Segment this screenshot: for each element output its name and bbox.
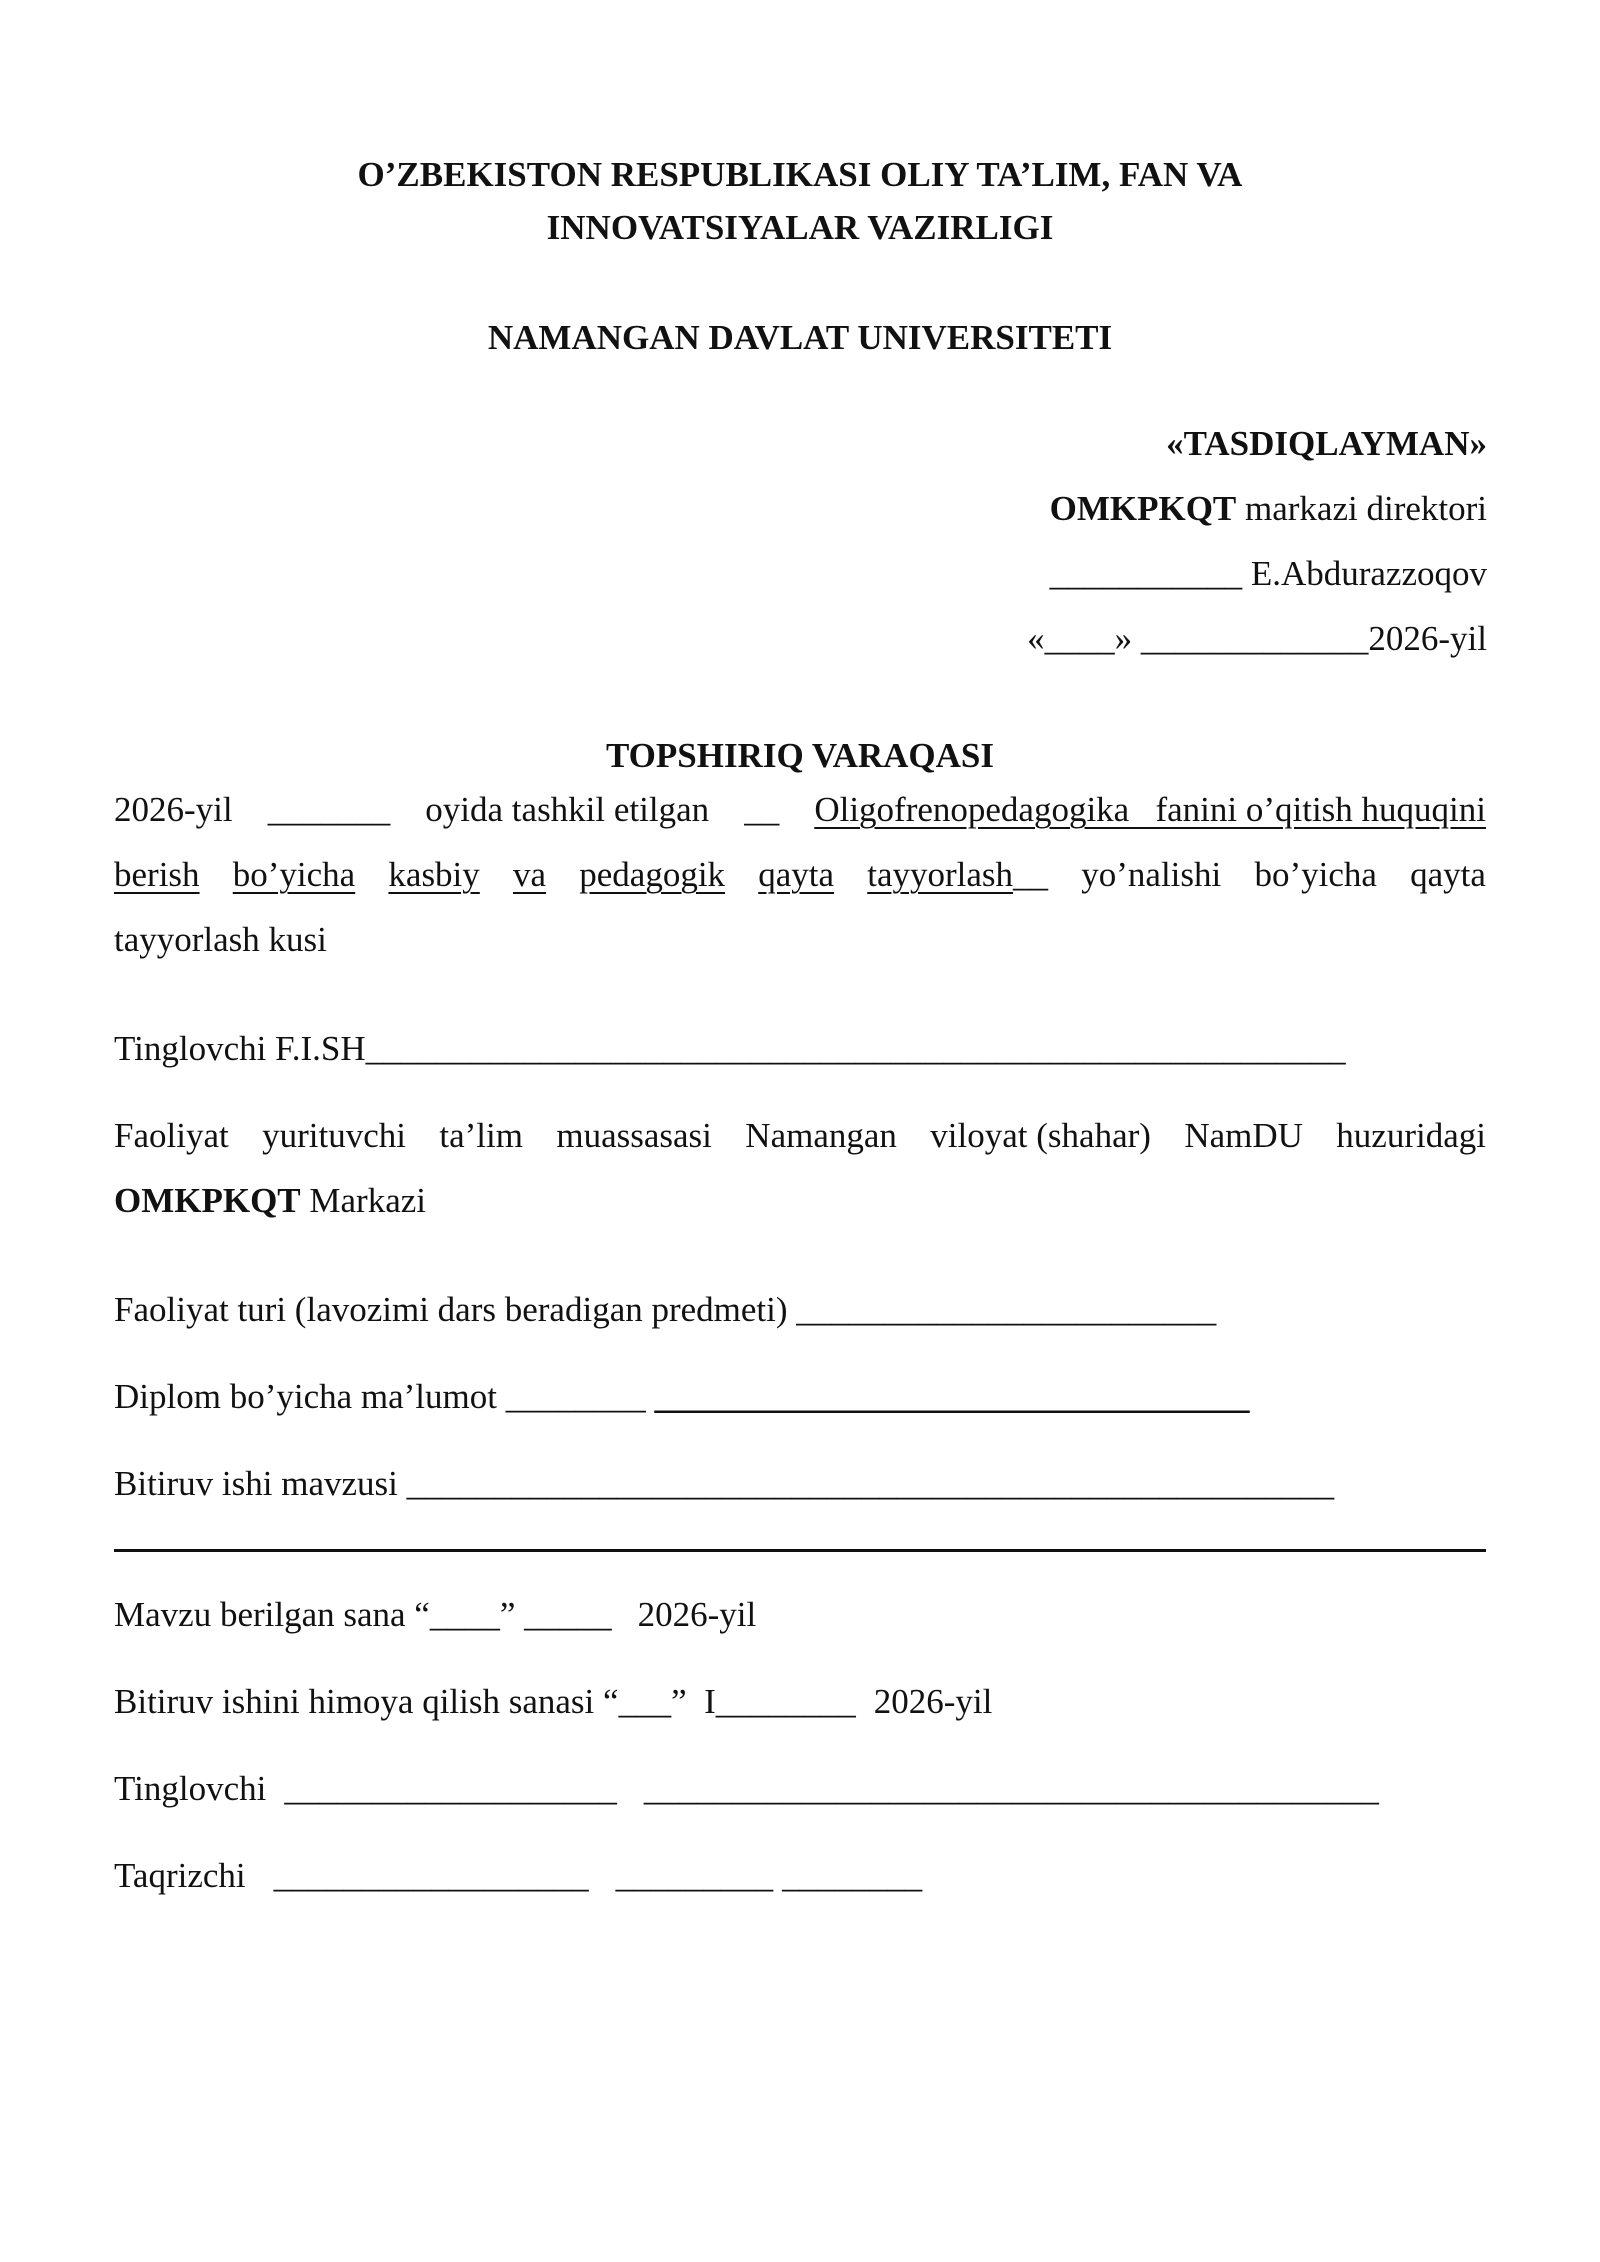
form-title: TOPSHIRIQ VARAQASI (605, 736, 995, 775)
subject-word: berish (114, 855, 200, 894)
intro-line-1 (114, 790, 1486, 830)
thesis-label: Bitiruv ishi mavzusi (114, 1464, 407, 1503)
direction-word: qayta (1410, 855, 1486, 894)
institution-word: muassasasi (556, 1116, 712, 1155)
activity-label: Faoliyat turi (lavozimi dars beradigan predmeti) (114, 1290, 797, 1329)
intro-month-blank: _______ (267, 790, 391, 829)
intro-short-blank: __ (744, 790, 780, 829)
listener-name-label: Tinglovchi F.I.SH (114, 1029, 366, 1068)
institution-word: yurituvchi (262, 1116, 406, 1155)
center-text: Markazi (300, 1181, 427, 1220)
subject-word: kasbiy (388, 855, 480, 894)
topic-date-line (114, 1595, 756, 1635)
subject-word: tayyorlash (867, 855, 1014, 894)
approval-position (1050, 489, 1487, 529)
direction-word: bo’yicha (1254, 855, 1377, 894)
diploma-line (114, 1377, 1249, 1417)
position-text: markazi direktori (1236, 489, 1487, 528)
activity-blank: ________________________ (796, 1290, 1217, 1329)
defense-month-blank: ________ (715, 1682, 856, 1721)
subject-word: pedagogik (579, 855, 726, 894)
defense-date-label: Bitiruv ishini himoya qilish sanasi “ (114, 1682, 619, 1721)
date-close-quote: » (1114, 619, 1141, 658)
subject-word: qayta (758, 855, 835, 894)
intro-line-3: tayyorlash kusi (114, 920, 327, 959)
listener-label: Tinglovchi (114, 1769, 267, 1808)
subject-word: bo’yicha (232, 855, 356, 894)
university-title: NAMANGAN DAVLAT UNIVERSITETI (487, 318, 1113, 357)
topic-date-year: 2026-yil (637, 1595, 757, 1634)
reviewer-blank-3: ________ (782, 1856, 923, 1895)
center-abbreviation: OMKPKQT (114, 1181, 301, 1220)
listener-name-blank-2: __________________________________________ (643, 1769, 1379, 1808)
activity-line (114, 1290, 1216, 1330)
intro-line-2 (114, 855, 1486, 895)
defense-date-line (114, 1682, 992, 1722)
defense-day-blank: ___ (618, 1682, 672, 1721)
defense-close-quote: ” I (671, 1682, 716, 1721)
institution-word: Namangan (745, 1116, 897, 1155)
approval-title: «TASDIQLAYMAN» (1166, 424, 1487, 463)
defense-year: 2026-yil (873, 1682, 993, 1721)
date-day-blank: ____ (1044, 619, 1115, 658)
date-year: 2026-yil (1368, 619, 1487, 658)
institution-word: huzuridagi (1336, 1116, 1486, 1155)
diploma-label: Diplom bo’yicha ma’lumot (114, 1377, 506, 1416)
topic-date-month-blank: _____ (524, 1595, 612, 1634)
listener-name-blank: ________________________________________________________ (365, 1029, 1346, 1068)
intro-year: 2026-yil (114, 790, 233, 829)
thesis-blank: _____________________________________________________ (406, 1464, 1335, 1503)
listener-signature-line (114, 1769, 1379, 1809)
subject-word: va (513, 855, 547, 894)
ministry-title-line2: INNOVATSIYALAR VAZIRLIGI (546, 208, 1054, 247)
diploma-blank-2: __________________________________ (654, 1377, 1250, 1416)
institution-word: ta’lim (439, 1116, 523, 1155)
diploma-blank-1: ________ (505, 1377, 646, 1416)
direction-word: yo’nalishi (1081, 855, 1222, 894)
institution-word: NamDU (1184, 1116, 1303, 1155)
intro-organized-text: oyida tashkil etilgan (425, 790, 710, 829)
subject-last-word (867, 855, 1048, 895)
reviewer-blank-2: _________ (615, 1856, 774, 1895)
approval-date-line (1027, 619, 1487, 659)
ministry-title-line1: O’ZBEKISTON RESPUBLIKASI OLIY TA’LIM, FAN VA (357, 155, 1243, 194)
director-name: E.Abdurazzoqov (1242, 554, 1487, 593)
date-open-quote: « (1027, 619, 1045, 658)
topic-date-label: Mavzu berilgan sana “ (114, 1595, 430, 1634)
thesis-line (114, 1464, 1334, 1504)
topic-date-day-blank: ____ (429, 1595, 500, 1634)
institution-word: Faoliyat (114, 1116, 229, 1155)
date-month-blank: _____________ (1140, 619, 1369, 658)
signature-blank: ___________ (1049, 554, 1243, 593)
reviewer-line (114, 1856, 922, 1896)
topic-date-close-quote: ” (499, 1595, 525, 1634)
center-abbreviation: OMKPKQT (1049, 489, 1237, 528)
institution-word: viloyat (shahar) (930, 1116, 1151, 1155)
institution-line-1 (114, 1116, 1486, 1156)
listener-signature-blank: ___________________ (284, 1769, 617, 1808)
reviewer-label: Taqrizchi (114, 1856, 246, 1895)
thesis-continuation-rule (114, 1549, 1486, 1552)
after-subject-blank: __ (1013, 855, 1049, 894)
subject-name-part1: Oligofrenopedagogika fanini o’qitish huquqini (814, 790, 1486, 829)
listener-name-line (114, 1029, 1346, 1069)
institution-line-2 (114, 1181, 426, 1221)
reviewer-signature-blank: __________________ (273, 1856, 589, 1895)
approval-signature-line (1050, 554, 1487, 594)
